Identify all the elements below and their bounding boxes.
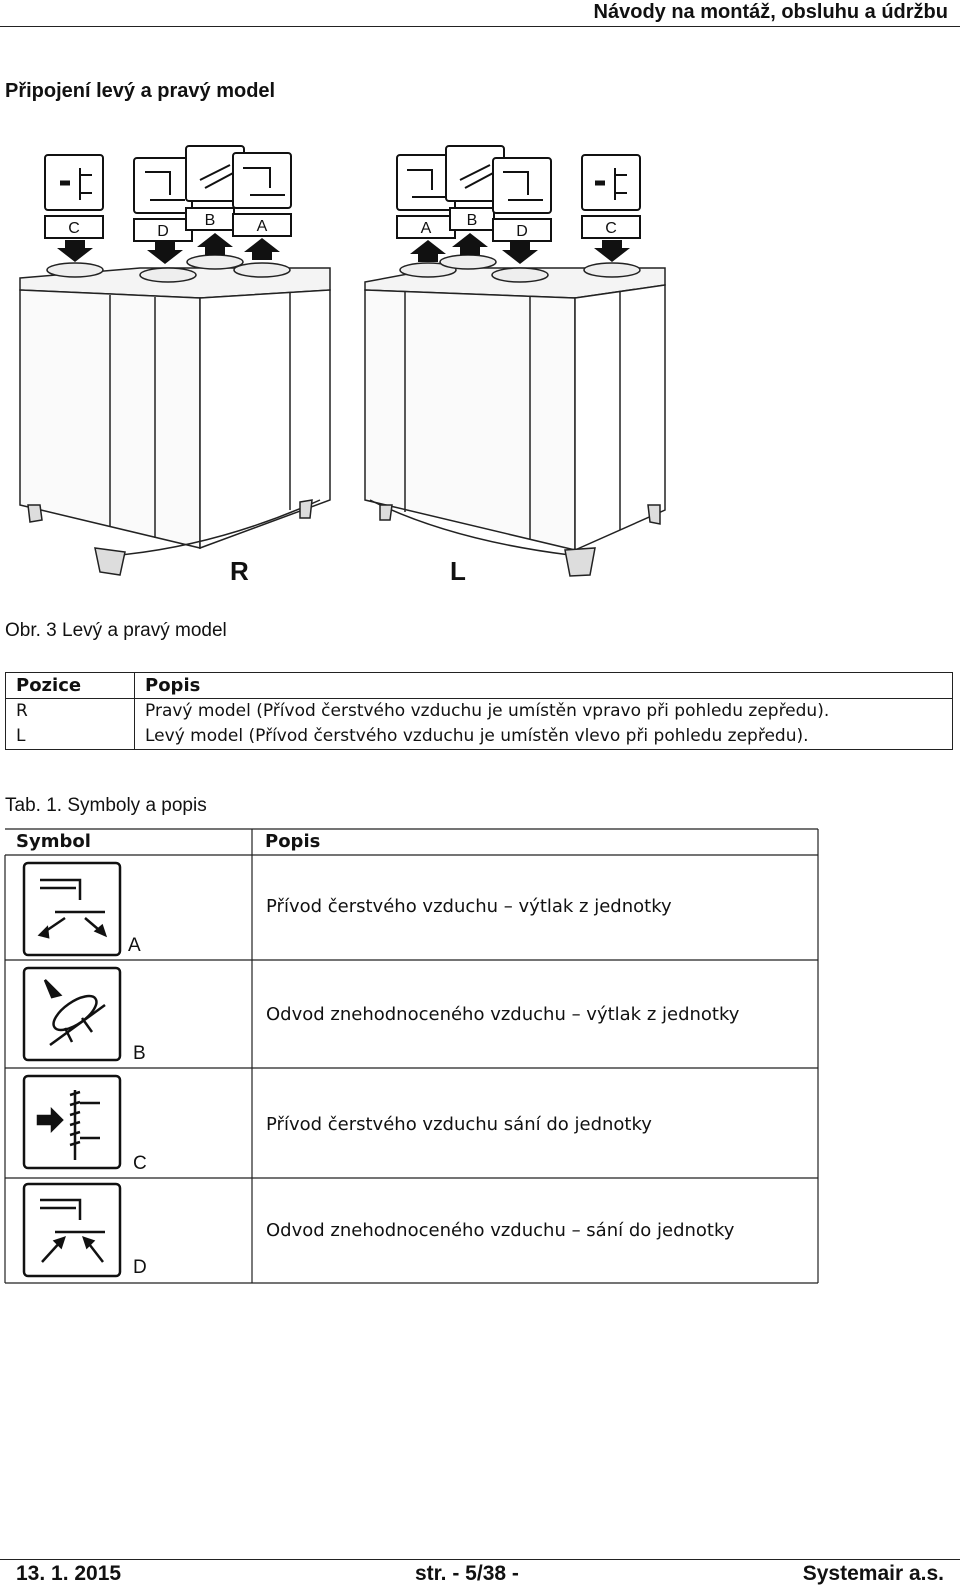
symbol-description: Odvod znehodnoceného vzduchu – výtlak z jednotky bbox=[266, 1004, 740, 1025]
section-title: Připojení levý a pravý model bbox=[5, 80, 276, 102]
symbol-letter: D bbox=[133, 1257, 147, 1278]
r-port-label: C bbox=[68, 220, 80, 237]
symbols-table-caption: Tab. 1. Symboly a popis bbox=[5, 795, 207, 816]
symbol-letter: C bbox=[133, 1153, 147, 1174]
footer-page-number: str. - 5/38 - bbox=[415, 1562, 519, 1585]
symbols-header-description: Popis bbox=[265, 831, 321, 852]
header-cell-position: Pozice bbox=[6, 673, 135, 699]
l-port-label: A bbox=[420, 220, 432, 237]
figure-caption: Obr. 3 Levý a pravý model bbox=[5, 620, 227, 641]
symbol-letter: B bbox=[133, 1043, 146, 1064]
extract-air-icon bbox=[24, 1184, 120, 1276]
exhaust-air-icon bbox=[24, 968, 120, 1060]
row-description: Levý model (Přívod čerstvého vzduchu je umístěn vlevo při pohledu zepředu). bbox=[135, 724, 953, 750]
r-port-label: A bbox=[256, 218, 268, 235]
row-position: L bbox=[6, 724, 135, 750]
symbols-header-symbol: Symbol bbox=[16, 831, 91, 852]
r-port-label: B bbox=[204, 212, 216, 229]
row-position: R bbox=[6, 699, 135, 725]
l-port-label: D bbox=[516, 223, 528, 240]
symbol-letter: A bbox=[128, 935, 141, 956]
row-description: Pravý model (Přívod čerstvého vzduchu je umístěn vpravo při pohledu zepředu). bbox=[135, 699, 953, 725]
symbol-description: Přívod čerstvého vzduchu – výtlak z jednotky bbox=[266, 896, 672, 917]
l-port-label: C bbox=[605, 220, 617, 237]
symbol-description: Odvod znehodnoceného vzduchu – sání do jednotky bbox=[266, 1220, 735, 1241]
l-port-label: B bbox=[466, 212, 478, 229]
fresh-air-intake-icon bbox=[24, 1076, 120, 1168]
header-title: Návody na montáž, obsluhu a údržbu bbox=[593, 1, 948, 23]
unit-label-l: L bbox=[450, 556, 466, 586]
r-port-label: D bbox=[157, 223, 169, 240]
supply-air-icon bbox=[24, 863, 120, 955]
page-footer bbox=[0, 1559, 960, 1585]
symbol-description: Přívod čerstvého vzduchu sání do jednotky bbox=[266, 1114, 652, 1135]
footer-company: Systemair a.s. bbox=[802, 1562, 944, 1585]
header-cell-description: Popis bbox=[135, 673, 953, 699]
footer-date: 13. 1. 2015 bbox=[16, 1562, 122, 1585]
unit-label-r: R bbox=[230, 556, 249, 586]
